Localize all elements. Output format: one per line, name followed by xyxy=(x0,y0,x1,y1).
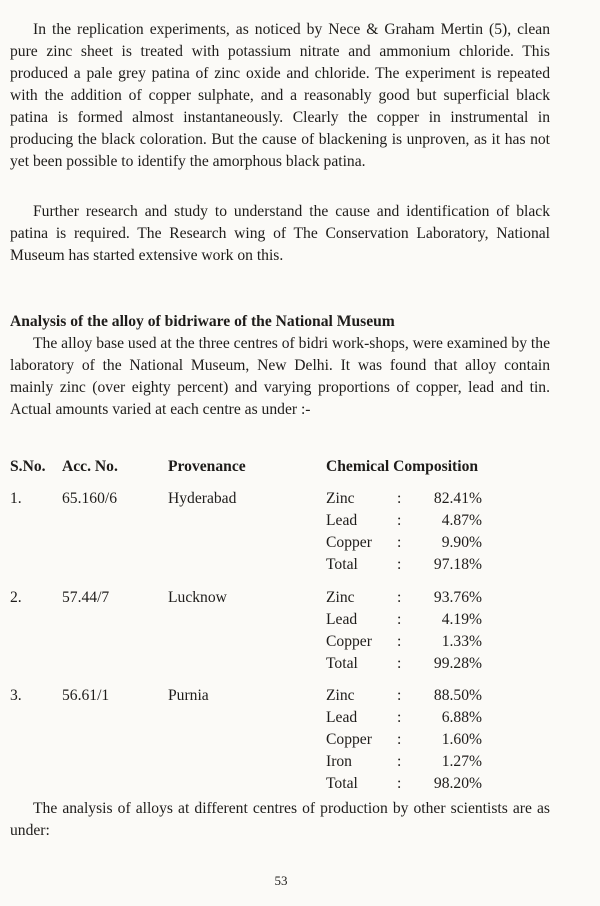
element-value: 98.20% xyxy=(433,775,482,792)
header-provenance: Provenance xyxy=(168,458,246,475)
row-sno: 2. xyxy=(10,589,22,606)
separator-colon: : xyxy=(397,687,402,704)
header-sno: S.No. xyxy=(10,458,46,475)
element-name: Total xyxy=(326,556,358,573)
element-value: 99.28% xyxy=(433,655,482,672)
element-name: Total xyxy=(326,775,358,792)
element-value: 93.76% xyxy=(433,589,482,606)
separator-colon: : xyxy=(397,589,402,606)
section-heading: Analysis of the alloy of bidriware of the National Museum xyxy=(10,313,395,330)
separator-colon: : xyxy=(397,490,402,507)
element-value: 97.18% xyxy=(433,556,482,573)
element-value: 1.27% xyxy=(441,753,482,770)
paragraph-alloy-base: The alloy base used at the three centres of bidri work-shops, were examined by the laboratory of the National Museum, New Delhi. It was found that alloy contain mainly zinc (over eighty percent) and varying proportions of copper, lead and tin. Actual amounts varied at each centre as under :- xyxy=(10,335,550,418)
element-name: Zinc xyxy=(326,687,355,704)
separator-colon: : xyxy=(397,775,402,792)
row-sno: 3. xyxy=(10,687,22,704)
separator-colon: : xyxy=(397,556,402,573)
separator-colon: : xyxy=(397,512,402,529)
row-acc-no: 56.61/1 xyxy=(62,687,110,704)
row-provenance: Hyderabad xyxy=(168,490,237,507)
row-sno: 1. xyxy=(10,490,22,507)
separator-colon: : xyxy=(397,709,402,726)
element-value: 9.90% xyxy=(441,534,482,551)
element-name: Lead xyxy=(326,512,358,529)
row-provenance: Purnia xyxy=(168,687,209,704)
element-value: 82.41% xyxy=(433,490,482,507)
element-value: 1.60% xyxy=(441,731,482,748)
element-name: Lead xyxy=(326,709,358,726)
separator-colon: : xyxy=(397,611,402,628)
element-value: 4.19% xyxy=(441,611,482,628)
header-chemical-composition: Chemical Composition xyxy=(326,458,479,475)
element-name: Copper xyxy=(326,731,372,748)
element-name: Copper xyxy=(326,534,372,551)
separator-colon: : xyxy=(397,633,402,650)
separator-colon: : xyxy=(397,534,402,551)
paragraph-other-scientists: The analysis of alloys at different centres of production by other scientists are as under: xyxy=(10,800,550,839)
element-name: Iron xyxy=(326,753,352,770)
paragraph-replication-experiments: In the replication experiments, as noticed by Nece & Graham Mertin (5), clean pure zinc sheet is treated with potassium nitrate and ammonium chloride. This produced a pale grey patina of zinc oxide and chloride. The experiment is repeated with the addition of copper sulphate, and a reasonably good but superficial black patina is formed almost instantaneously. Clearly the copper in instrumental in producing the black coloration. But the cause of blackening is unproven, as it has not yet been possible to identify the amorphous black patina. xyxy=(10,21,550,170)
page-number: 53 xyxy=(274,873,288,888)
paragraph-further-research: Further research and study to understand the cause and identification of black patina is required. The Research wing of The Conservation Laboratory, National Museum has started extensive work on this. xyxy=(10,203,550,264)
element-name: Zinc xyxy=(326,589,355,606)
header-acc-no: Acc. No. xyxy=(62,458,118,475)
element-name: Zinc xyxy=(326,490,355,507)
row-acc-no: 57.44/7 xyxy=(62,589,110,606)
row-provenance: Lucknow xyxy=(168,589,227,606)
row-acc-no: 65.160/6 xyxy=(62,490,118,507)
element-value: 6.88% xyxy=(441,709,482,726)
element-value: 4.87% xyxy=(441,512,482,529)
element-name: Copper xyxy=(326,633,372,650)
element-value: 1.33% xyxy=(441,633,482,650)
element-name: Total xyxy=(326,655,358,672)
separator-colon: : xyxy=(397,731,402,748)
separator-colon: : xyxy=(397,655,402,672)
separator-colon: : xyxy=(397,753,402,770)
element-value: 88.50% xyxy=(433,687,482,704)
element-name: Lead xyxy=(326,611,358,628)
